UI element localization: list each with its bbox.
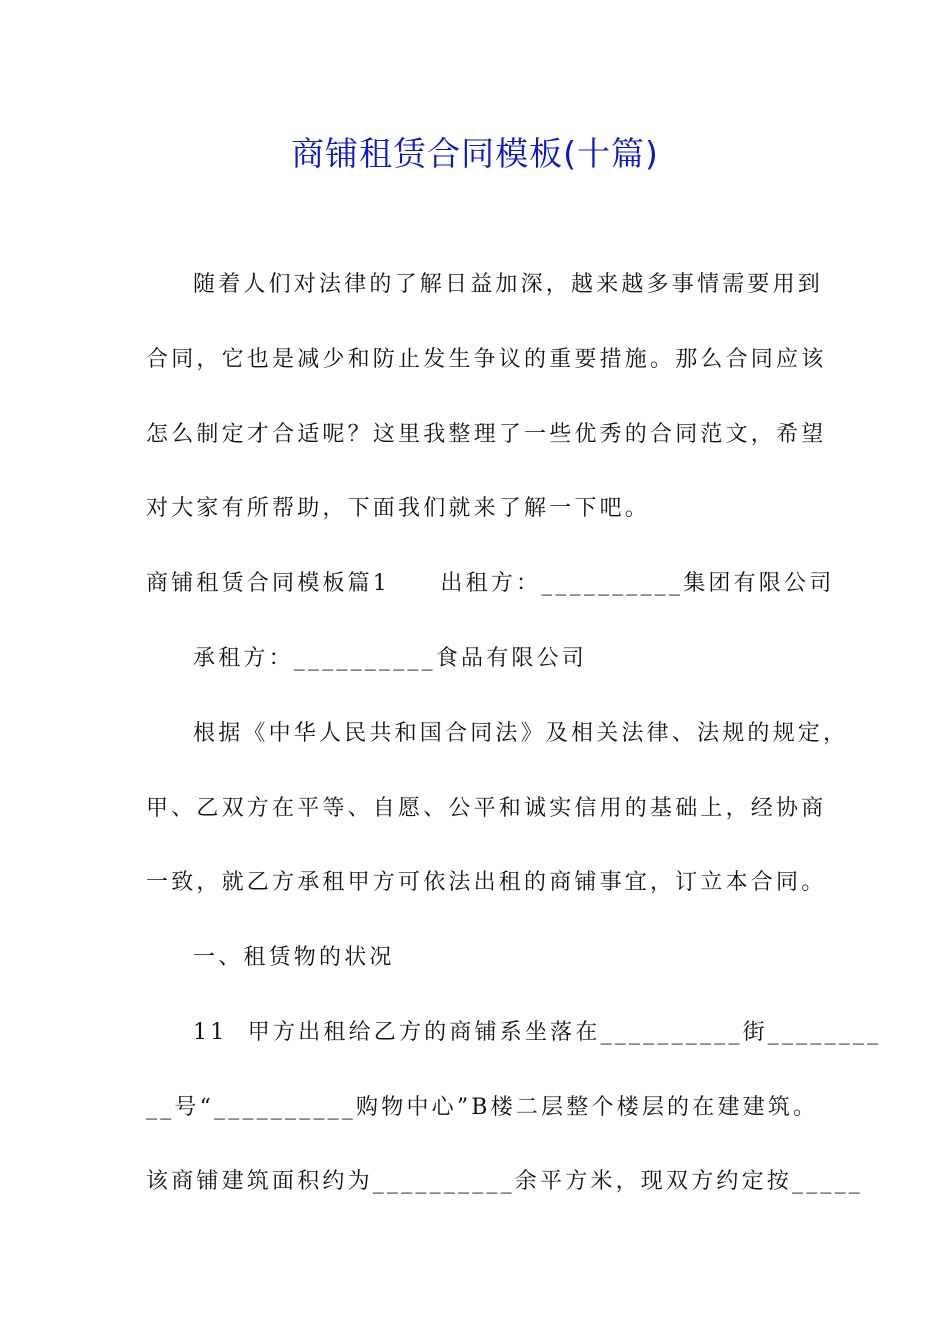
- paragraph-line-6: 甲、乙双方在平等、自愿、公平和诚实信用的基础上，经协商: [146, 796, 827, 821]
- paragraph-line-5: 根据《中华人民共和国合同法》及相关法律、法规的规定，: [193, 721, 849, 746]
- clause-line-1: 11 甲方出租给乙方的商铺系坐落在__________街________: [193, 1020, 882, 1045]
- lessee-line: 承租方：__________食品有限公司: [193, 646, 588, 671]
- clause-heading: 一、租赁物的状况: [193, 945, 395, 970]
- paragraph-line-7: 一致，就乙方承租甲方可依法出租的商铺事宜，订立本合同。: [146, 870, 827, 895]
- paragraph-line-3: 怎么制定才合适呢？这里我整理了一些优秀的合同范文，希望: [146, 422, 827, 447]
- document-title: 商铺租赁合同模板(十篇): [291, 134, 659, 173]
- clause-line-3: 该商铺建筑面积约为__________余平方米，现双方约定按_____: [146, 1169, 864, 1194]
- paragraph-line-4: 对大家有所帮助，下面我们就来了解一下吧。: [146, 496, 651, 521]
- section-heading-lessor: 商铺租赁合同模板篇1 出租方：__________集团有限公司: [146, 571, 835, 596]
- paragraph-line-1: 随着人们对法律的了解日益加深，越来越多事情需要用到: [193, 272, 824, 297]
- clause-line-2: __号“__________购物中心”B楼二层整个楼层的在建建筑。: [146, 1095, 819, 1120]
- paragraph-line-2: 合同，它也是减少和防止发生争议的重要措施。那么合同应该: [146, 347, 827, 372]
